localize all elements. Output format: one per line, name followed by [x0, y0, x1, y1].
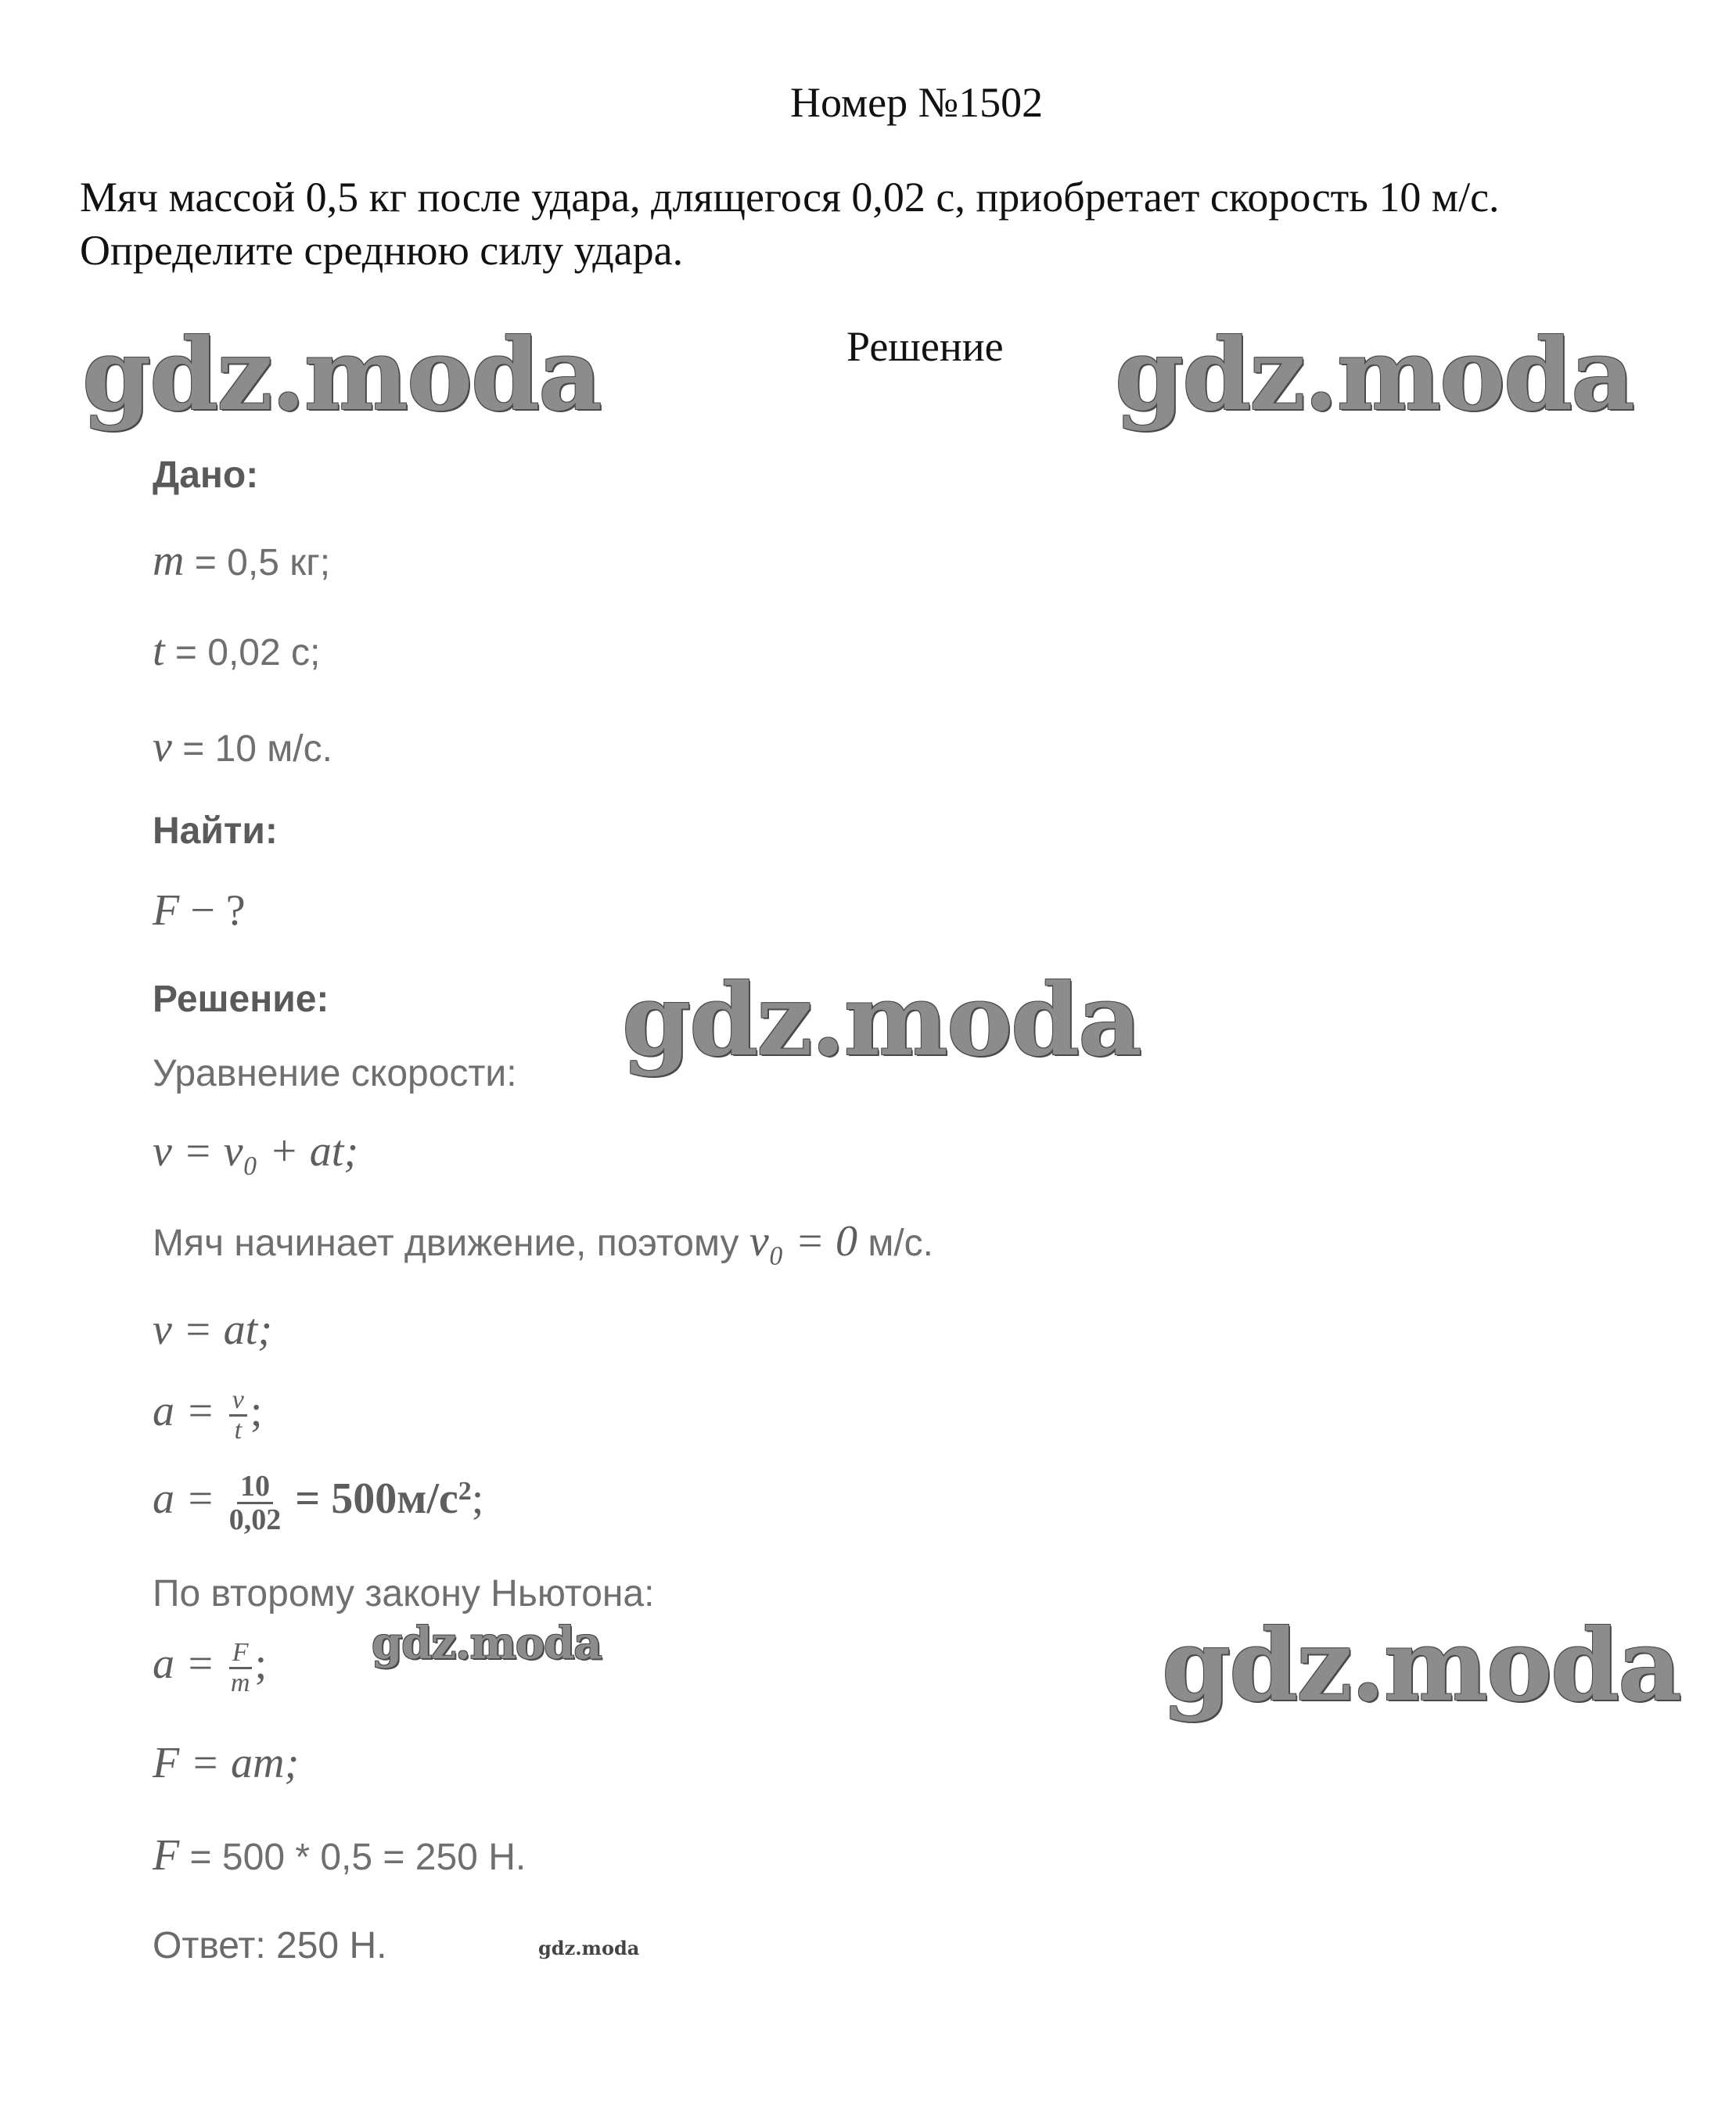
watermark: gdz.moda	[622, 962, 1141, 1078]
equation-f-calc: F = 500 * 0,5 = 250 Н.	[153, 1831, 527, 1880]
newton-law-label: По второму закону Ньютона:	[153, 1573, 655, 1614]
equation-a-v-t: a = $\frac{v}{t}$ ;	[153, 1385, 263, 1445]
fraction: $\frac{10}{0,02}$	[228, 1470, 282, 1536]
given-label: Дано:	[153, 454, 259, 496]
find-expression: F − ?	[153, 886, 246, 935]
problem-line-1: Мяч массой 0,5 кг после удара, длящегося 0,02 с, приобретает скорость 10 м/с.	[80, 174, 1500, 221]
watermark: gdz.moda	[82, 317, 601, 433]
answer: Ответ: 250 Н.	[153, 1925, 387, 1966]
watermark: gdz.moda	[1162, 1607, 1680, 1723]
fraction: $\frac{v}{t}$	[229, 1386, 247, 1445]
speed-equation: v = v₀ + at;	[153, 1127, 358, 1176]
find-label: Найти:	[153, 810, 278, 852]
watermark: gdz.moda	[538, 1937, 640, 1959]
problem-statement	[80, 171, 1715, 277]
given-speed: v = 10 м/с.	[153, 723, 332, 771]
equation-a-f-m: a = $\frac{F}{m}$ ;	[153, 1638, 268, 1697]
given-mass: m = 0,5 кг;	[153, 537, 331, 585]
watermark: gdz.moda	[372, 1618, 602, 1669]
page-title: Номер №1502	[790, 79, 1044, 126]
watermark: gdz.moda	[1115, 317, 1634, 433]
initial-speed-note: Мяч начинает движение, поэтому v₀ = 0 м/с.	[153, 1217, 934, 1266]
given-time: t = 0,02 с;	[153, 627, 321, 675]
equation-a-value: a = $\frac{10}{0,02}$ = $500м/с^2$;	[153, 1470, 484, 1536]
solution-title: Решение	[846, 323, 1004, 370]
problem-line-2: Определите среднюю силу удара.	[80, 227, 684, 274]
equation-v-at: v = at;	[153, 1306, 272, 1354]
fraction: $\frac{F}{m}$	[229, 1639, 252, 1697]
speed-equation-label: Уравнение скорости:	[153, 1053, 517, 1094]
solution-label: Решение:	[153, 979, 329, 1020]
equation-f-am: F = am;	[153, 1739, 300, 1787]
